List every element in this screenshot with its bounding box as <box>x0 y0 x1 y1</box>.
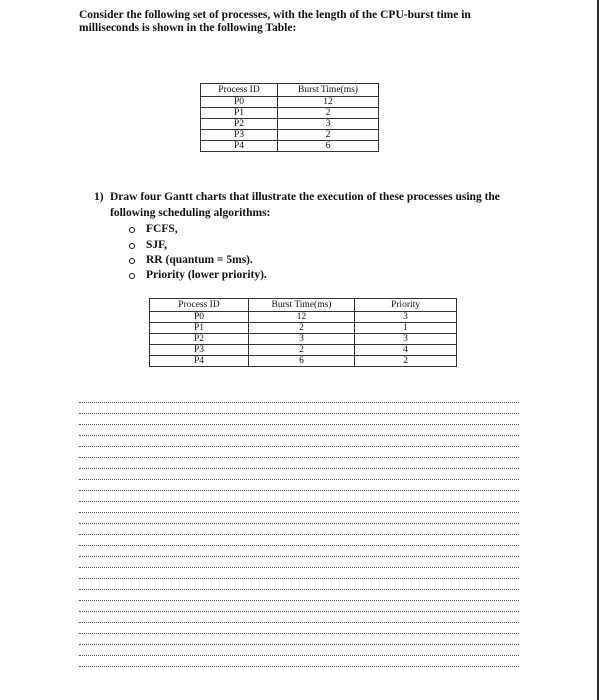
answer-line <box>79 600 519 601</box>
answer-line <box>79 589 519 590</box>
column-header-process-id: Process ID <box>201 84 278 97</box>
answer-line <box>79 490 519 491</box>
column-header-process-id: Process ID <box>150 299 249 312</box>
answer-line <box>79 424 519 425</box>
process-id-cell: P1 <box>150 323 249 334</box>
burst-time-table <box>200 83 379 152</box>
burst-time-cell: 6 <box>249 356 355 367</box>
column-header-burst-time: Burst Time(ms) <box>278 84 379 97</box>
answer-line <box>79 545 519 546</box>
answer-line <box>79 435 519 436</box>
list-item-label: FCFS, <box>146 223 178 235</box>
problem-statement <box>79 9 559 34</box>
burst-time-cell: 3 <box>249 334 355 345</box>
process-id-cell: P3 <box>150 345 249 356</box>
burst-time-cell: 3 <box>278 119 379 130</box>
list-item-label: RR (quantum = 5ms). <box>146 254 253 266</box>
answer-line <box>79 523 519 524</box>
bullet-circle-icon <box>129 273 135 279</box>
question-text <box>110 189 530 221</box>
table-row <box>150 334 457 345</box>
answer-line <box>79 655 519 656</box>
table-row <box>201 141 379 152</box>
burst-time-cell: 12 <box>249 312 355 323</box>
process-id-cell: P0 <box>201 97 278 108</box>
column-header-burst-time: Burst Time(ms) <box>249 299 355 312</box>
list-item-label: SJF, <box>146 239 167 251</box>
answer-line <box>79 468 519 469</box>
table-row <box>150 345 457 356</box>
bullet-circle-icon <box>129 227 135 233</box>
priority-cell: 3 <box>355 334 457 345</box>
page-right-border <box>597 0 599 700</box>
answer-line <box>79 633 519 634</box>
column-header-priority: Priority <box>355 299 457 312</box>
table-row <box>150 312 457 323</box>
question-text-line-1: Draw four Gantt charts that illustrate the execution of these processes using the <box>110 191 500 203</box>
process-id-cell: P1 <box>201 108 278 119</box>
question-text-line-2: following scheduling algorithms: <box>110 207 271 219</box>
answer-line <box>79 402 519 403</box>
answer-line <box>79 644 519 645</box>
question-number: 1) <box>94 191 104 203</box>
table-row <box>150 356 457 367</box>
table-row <box>201 130 379 141</box>
process-id-cell: P4 <box>201 141 278 152</box>
priority-cell: 4 <box>355 345 457 356</box>
priority-cell: 3 <box>355 312 457 323</box>
table-row <box>201 97 379 108</box>
answer-line <box>79 446 519 447</box>
answer-line <box>79 479 519 480</box>
burst-time-cell: 2 <box>249 323 355 334</box>
answer-line <box>79 578 519 579</box>
table-row <box>201 108 379 119</box>
priority-table <box>149 298 457 367</box>
burst-time-cell: 6 <box>278 141 379 152</box>
priority-cell: 2 <box>355 356 457 367</box>
list-item-label: Priority (lower priority). <box>146 269 267 281</box>
table-row <box>150 323 457 334</box>
priority-cell: 1 <box>355 323 457 334</box>
answer-line <box>79 501 519 502</box>
burst-time-cell: 2 <box>249 345 355 356</box>
problem-statement-line-1: Consider the following set of processes, with the length of the CPU-burst time in <box>79 9 471 21</box>
table-header-row <box>201 84 379 97</box>
answer-line <box>79 556 519 557</box>
answer-line <box>79 622 519 623</box>
answer-line <box>79 611 519 612</box>
process-id-cell: P4 <box>150 356 249 367</box>
burst-time-cell: 2 <box>278 108 379 119</box>
table-row <box>201 119 379 130</box>
answer-line <box>79 413 519 414</box>
process-id-cell: P0 <box>150 312 249 323</box>
process-id-cell: P2 <box>201 119 278 130</box>
answer-line <box>79 666 519 667</box>
answer-line <box>79 512 519 513</box>
answer-line <box>79 534 519 535</box>
burst-time-cell: 12 <box>278 97 379 108</box>
burst-time-cell: 2 <box>278 130 379 141</box>
bullet-circle-icon <box>129 243 135 249</box>
answer-line <box>79 457 519 458</box>
bullet-circle-icon <box>129 258 135 264</box>
table-header-row <box>150 299 457 312</box>
process-id-cell: P2 <box>150 334 249 345</box>
answer-line <box>79 567 519 568</box>
process-id-cell: P3 <box>201 130 278 141</box>
problem-statement-line-2: milliseconds is shown in the following Table: <box>79 21 297 34</box>
